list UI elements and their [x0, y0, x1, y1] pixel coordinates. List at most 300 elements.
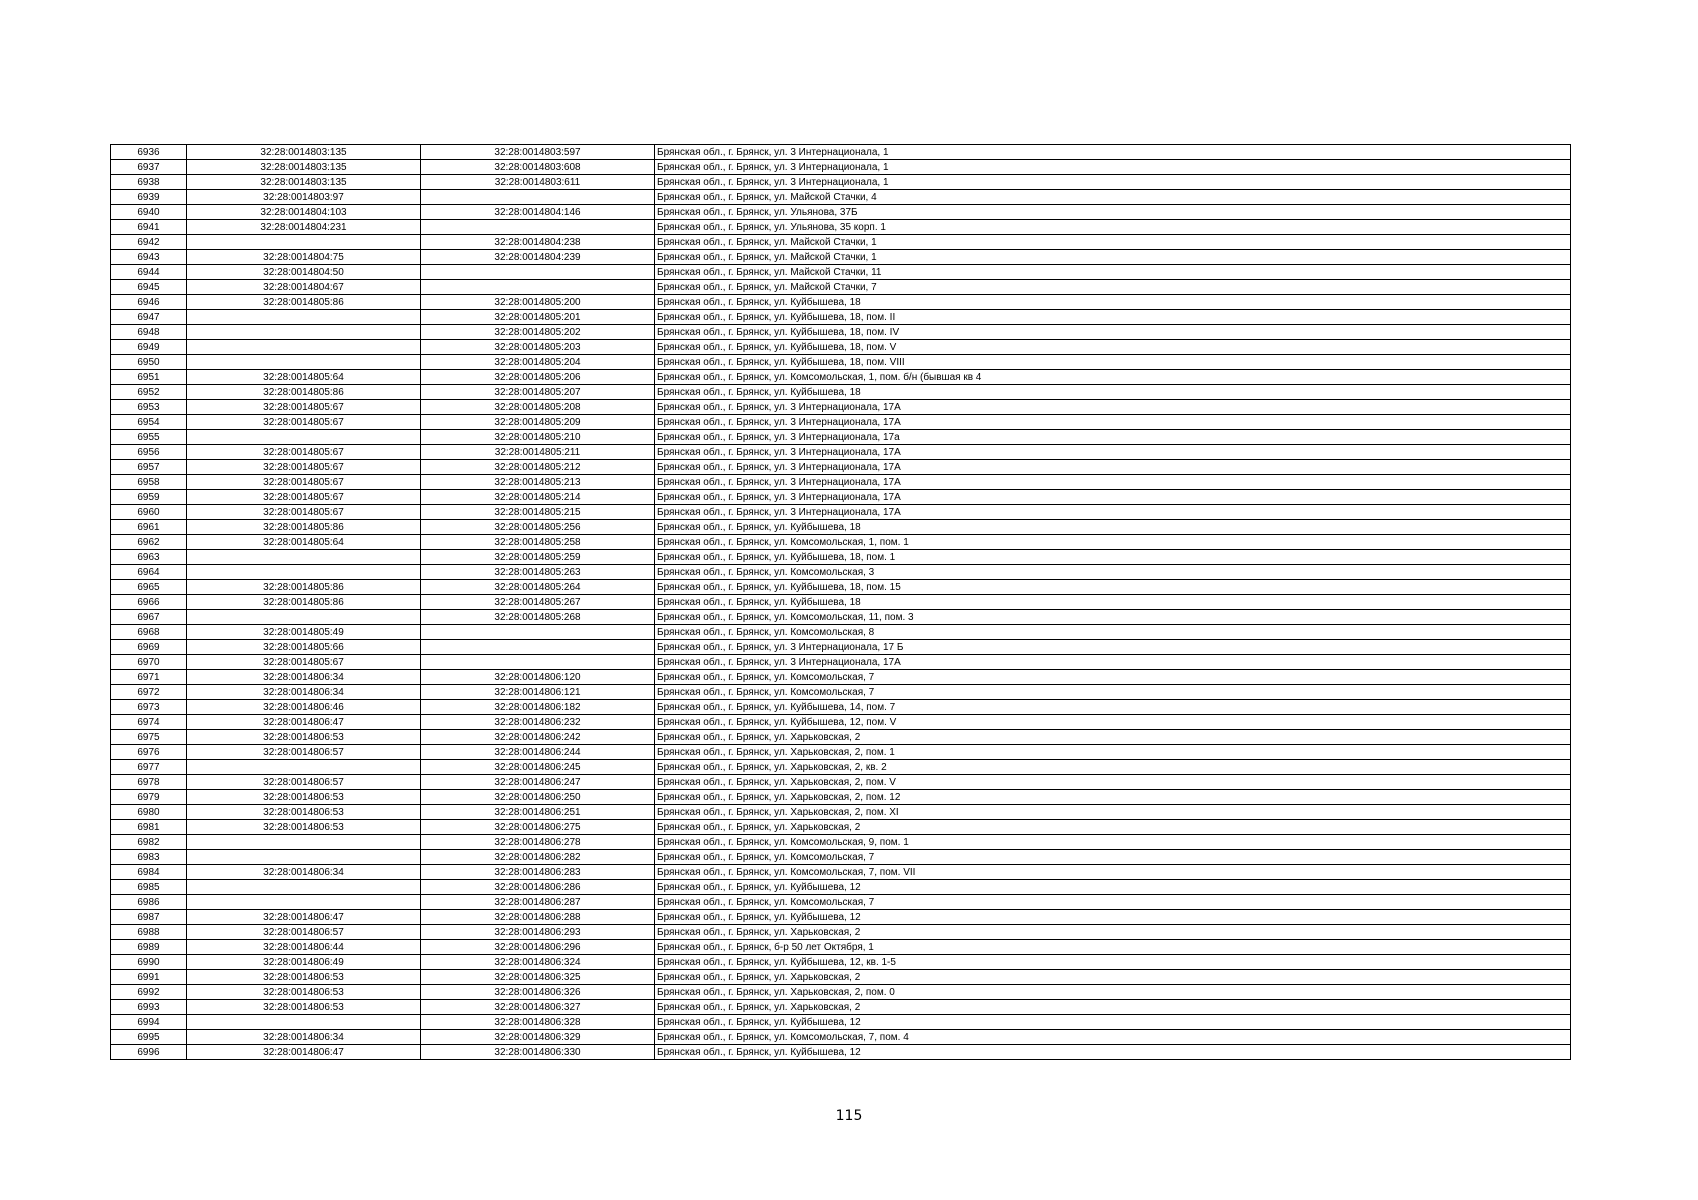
row-number-cell: 6978	[111, 775, 187, 790]
address-cell: Брянская обл., г. Брянск, ул. 3 Интернационала, 17А	[655, 400, 1571, 415]
row-number-cell: 6965	[111, 580, 187, 595]
object-cadastral-number-cell: 32:28:0014805:215	[421, 505, 655, 520]
address-cell: Брянская обл., г. Брянск, ул. Куйбышева, 18, пом. 15	[655, 580, 1571, 595]
row-number-cell: 6953	[111, 400, 187, 415]
object-cadastral-number-cell: 32:28:0014805:263	[421, 565, 655, 580]
row-number-cell: 6942	[111, 235, 187, 250]
address-cell: Брянская обл., г. Брянск, ул. Комсомольская, 7	[655, 895, 1571, 910]
object-cadastral-number-cell: 32:28:0014805:259	[421, 550, 655, 565]
address-cell: Брянская обл., г. Брянск, ул. Комсомольская, 3	[655, 565, 1571, 580]
object-cadastral-number-cell: 32:28:0014806:282	[421, 850, 655, 865]
parcel-cadastral-number-cell: 32:28:0014806:34	[187, 865, 421, 880]
table-row	[111, 490, 1571, 505]
parcel-cadastral-number-cell: 32:28:0014805:67	[187, 490, 421, 505]
object-cadastral-number-cell: 32:28:0014805:210	[421, 430, 655, 445]
object-cadastral-number-cell: 32:28:0014806:120	[421, 670, 655, 685]
row-number-cell: 6950	[111, 355, 187, 370]
address-cell: Брянская обл., г. Брянск, ул. 3 Интернационала, 1	[655, 145, 1571, 160]
row-number-cell: 6964	[111, 565, 187, 580]
table-row	[111, 340, 1571, 355]
row-number-cell: 6983	[111, 850, 187, 865]
row-number-cell: 6993	[111, 1000, 187, 1015]
row-number-cell: 6954	[111, 415, 187, 430]
object-cadastral-number-cell: 32:28:0014806:251	[421, 805, 655, 820]
row-number-cell: 6959	[111, 490, 187, 505]
table-row	[111, 610, 1571, 625]
row-number-cell: 6969	[111, 640, 187, 655]
address-cell: Брянская обл., г. Брянск, ул. 3 Интернационала, 17а	[655, 430, 1571, 445]
parcel-cadastral-number-cell: 32:28:0014805:67	[187, 475, 421, 490]
table-row	[111, 640, 1571, 655]
parcel-cadastral-number-cell	[187, 310, 421, 325]
object-cadastral-number-cell: 32:28:0014803:611	[421, 175, 655, 190]
table-row	[111, 745, 1571, 760]
table-row	[111, 550, 1571, 565]
row-number-cell: 6970	[111, 655, 187, 670]
address-cell: Брянская обл., г. Брянск, ул. Комсомольская, 7, пом. VII	[655, 865, 1571, 880]
parcel-cadastral-number-cell: 32:28:0014803:135	[187, 145, 421, 160]
address-cell: Брянская обл., г. Брянск, ул. Комсомольская, 7	[655, 685, 1571, 700]
row-number-cell: 6952	[111, 385, 187, 400]
row-number-cell: 6973	[111, 700, 187, 715]
table-row	[111, 520, 1571, 535]
object-cadastral-number-cell: 32:28:0014806:288	[421, 910, 655, 925]
table-row	[111, 790, 1571, 805]
table-row	[111, 985, 1571, 1000]
table-row	[111, 325, 1571, 340]
parcel-cadastral-number-cell: 32:28:0014805:66	[187, 640, 421, 655]
row-number-cell: 6971	[111, 670, 187, 685]
address-cell: Брянская обл., г. Брянск, ул. Майской Стачки, 4	[655, 190, 1571, 205]
parcel-cadastral-number-cell: 32:28:0014806:49	[187, 955, 421, 970]
row-number-cell: 6945	[111, 280, 187, 295]
row-number-cell: 6989	[111, 940, 187, 955]
object-cadastral-number-cell: 32:28:0014806:278	[421, 835, 655, 850]
parcel-cadastral-number-cell: 32:28:0014806:44	[187, 940, 421, 955]
table-row	[111, 760, 1571, 775]
address-cell: Брянская обл., г. Брянск, ул. 3 Интернационала, 17А	[655, 655, 1571, 670]
object-cadastral-number-cell: 32:28:0014804:239	[421, 250, 655, 265]
parcel-cadastral-number-cell: 32:28:0014805:67	[187, 505, 421, 520]
row-number-cell: 6949	[111, 340, 187, 355]
address-cell: Брянская обл., г. Брянск, ул. Ульянова, 37Б	[655, 205, 1571, 220]
object-cadastral-number-cell: 32:28:0014806:329	[421, 1030, 655, 1045]
object-cadastral-number-cell: 32:28:0014805:214	[421, 490, 655, 505]
object-cadastral-number-cell: 32:28:0014806:287	[421, 895, 655, 910]
object-cadastral-number-cell: 32:28:0014806:247	[421, 775, 655, 790]
parcel-cadastral-number-cell	[187, 760, 421, 775]
object-cadastral-number-cell: 32:28:0014805:200	[421, 295, 655, 310]
table-row	[111, 805, 1571, 820]
row-number-cell: 6979	[111, 790, 187, 805]
parcel-cadastral-number-cell: 32:28:0014805:67	[187, 400, 421, 415]
address-cell: Брянская обл., г. Брянск, ул. 3 Интернационала, 17А	[655, 505, 1571, 520]
object-cadastral-number-cell: 32:28:0014806:328	[421, 1015, 655, 1030]
parcel-cadastral-number-cell	[187, 850, 421, 865]
row-number-cell: 6985	[111, 880, 187, 895]
address-cell: Брянская обл., г. Брянск, ул. Харьковская, 2	[655, 730, 1571, 745]
table-row	[111, 625, 1571, 640]
parcel-cadastral-number-cell: 32:28:0014804:103	[187, 205, 421, 220]
table-row	[111, 295, 1571, 310]
row-number-cell: 6941	[111, 220, 187, 235]
object-cadastral-number-cell: 32:28:0014806:327	[421, 1000, 655, 1015]
address-cell: Брянская обл., г. Брянск, ул. Харьковская, 2	[655, 820, 1571, 835]
row-number-cell: 6951	[111, 370, 187, 385]
address-cell: Брянская обл., г. Брянск, ул. Харьковская, 2, пом. 0	[655, 985, 1571, 1000]
table-row	[111, 310, 1571, 325]
table-row	[111, 250, 1571, 265]
row-number-cell: 6981	[111, 820, 187, 835]
table-row	[111, 430, 1571, 445]
parcel-cadastral-number-cell: 32:28:0014805:86	[187, 295, 421, 310]
object-cadastral-number-cell: 32:28:0014806:293	[421, 925, 655, 940]
object-cadastral-number-cell: 32:28:0014806:283	[421, 865, 655, 880]
parcel-cadastral-number-cell	[187, 430, 421, 445]
table-row	[111, 835, 1571, 850]
parcel-cadastral-number-cell: 32:28:0014805:64	[187, 535, 421, 550]
object-cadastral-number-cell: 32:28:0014805:207	[421, 385, 655, 400]
table-row	[111, 595, 1571, 610]
table-row	[111, 1030, 1571, 1045]
parcel-cadastral-number-cell	[187, 550, 421, 565]
parcel-cadastral-number-cell: 32:28:0014805:67	[187, 655, 421, 670]
table-row	[111, 685, 1571, 700]
parcel-cadastral-number-cell: 32:28:0014806:53	[187, 1000, 421, 1015]
address-cell: Брянская обл., г. Брянск, ул. Майской Стачки, 11	[655, 265, 1571, 280]
table-row	[111, 880, 1571, 895]
parcel-cadastral-number-cell	[187, 1015, 421, 1030]
address-cell: Брянская обл., г. Брянск, б-р 50 лет Октября, 1	[655, 940, 1571, 955]
address-cell: Брянская обл., г. Брянск, ул. Куйбышева, 12, кв. 1-5	[655, 955, 1571, 970]
table-row	[111, 730, 1571, 745]
parcel-cadastral-number-cell	[187, 235, 421, 250]
table-row	[111, 940, 1571, 955]
parcel-cadastral-number-cell: 32:28:0014805:86	[187, 580, 421, 595]
parcel-cadastral-number-cell: 32:28:0014806:34	[187, 685, 421, 700]
object-cadastral-number-cell: 32:28:0014806:244	[421, 745, 655, 760]
table-row	[111, 670, 1571, 685]
row-number-cell: 6936	[111, 145, 187, 160]
row-number-cell: 6938	[111, 175, 187, 190]
object-cadastral-number-cell: 32:28:0014805:256	[421, 520, 655, 535]
address-cell: Брянская обл., г. Брянск, ул. Куйбышева, 18	[655, 520, 1571, 535]
parcel-cadastral-number-cell: 32:28:0014804:75	[187, 250, 421, 265]
cadastral-table-body	[111, 145, 1571, 1060]
parcel-cadastral-number-cell: 32:28:0014806:57	[187, 925, 421, 940]
object-cadastral-number-cell: 32:28:0014806:182	[421, 700, 655, 715]
parcel-cadastral-number-cell	[187, 880, 421, 895]
object-cadastral-number-cell: 32:28:0014806:296	[421, 940, 655, 955]
address-cell: Брянская обл., г. Брянск, ул. Майской Стачки, 7	[655, 280, 1571, 295]
object-cadastral-number-cell: 32:28:0014806:242	[421, 730, 655, 745]
address-cell: Брянская обл., г. Брянск, ул. Куйбышева, 18	[655, 595, 1571, 610]
row-number-cell: 6957	[111, 460, 187, 475]
parcel-cadastral-number-cell: 32:28:0014806:53	[187, 820, 421, 835]
parcel-cadastral-number-cell: 32:28:0014806:47	[187, 910, 421, 925]
row-number-cell: 6960	[111, 505, 187, 520]
table-row	[111, 955, 1571, 970]
address-cell: Брянская обл., г. Брянск, ул. Комсомольская, 7	[655, 670, 1571, 685]
row-number-cell: 6939	[111, 190, 187, 205]
address-cell: Брянская обл., г. Брянск, ул. Харьковская, 2, пом. 1	[655, 745, 1571, 760]
object-cadastral-number-cell: 32:28:0014806:324	[421, 955, 655, 970]
table-row	[111, 280, 1571, 295]
address-cell: Брянская обл., г. Брянск, ул. Харьковская, 2, пом. 12	[655, 790, 1571, 805]
object-cadastral-number-cell: 32:28:0014806:245	[421, 760, 655, 775]
row-number-cell: 6974	[111, 715, 187, 730]
address-cell: Брянская обл., г. Брянск, ул. Харьковская, 2	[655, 925, 1571, 940]
row-number-cell: 6944	[111, 265, 187, 280]
address-cell: Брянская обл., г. Брянск, ул. Комсомольская, 9, пом. 1	[655, 835, 1571, 850]
object-cadastral-number-cell: 32:28:0014806:121	[421, 685, 655, 700]
row-number-cell: 6984	[111, 865, 187, 880]
address-cell: Брянская обл., г. Брянск, ул. Куйбышева, 12	[655, 880, 1571, 895]
address-cell: Брянская обл., г. Брянск, ул. Куйбышева, 12	[655, 1015, 1571, 1030]
object-cadastral-number-cell: 32:28:0014805:212	[421, 460, 655, 475]
table-row	[111, 1045, 1571, 1060]
object-cadastral-number-cell	[421, 220, 655, 235]
address-cell: Брянская обл., г. Брянск, ул. Комсомольская, 8	[655, 625, 1571, 640]
object-cadastral-number-cell: 32:28:0014805:258	[421, 535, 655, 550]
object-cadastral-number-cell: 32:28:0014803:608	[421, 160, 655, 175]
parcel-cadastral-number-cell: 32:28:0014805:49	[187, 625, 421, 640]
table-row	[111, 1015, 1571, 1030]
parcel-cadastral-number-cell: 32:28:0014806:53	[187, 985, 421, 1000]
parcel-cadastral-number-cell: 32:28:0014806:47	[187, 1045, 421, 1060]
table-row	[111, 355, 1571, 370]
address-cell: Брянская обл., г. Брянск, ул. Харьковская, 2	[655, 970, 1571, 985]
object-cadastral-number-cell: 32:28:0014806:286	[421, 880, 655, 895]
object-cadastral-number-cell	[421, 640, 655, 655]
parcel-cadastral-number-cell: 32:28:0014806:34	[187, 670, 421, 685]
row-number-cell: 6958	[111, 475, 187, 490]
row-number-cell: 6990	[111, 955, 187, 970]
row-number-cell: 6946	[111, 295, 187, 310]
address-cell: Брянская обл., г. Брянск, ул. 3 Интернационала, 17А	[655, 475, 1571, 490]
address-cell: Брянская обл., г. Брянск, ул. 3 Интернационала, 17А	[655, 460, 1571, 475]
address-cell: Брянская обл., г. Брянск, ул. Куйбышева, 18, пом. II	[655, 310, 1571, 325]
address-cell: Брянская обл., г. Брянск, ул. Куйбышева, 18, пом. IV	[655, 325, 1571, 340]
row-number-cell: 6977	[111, 760, 187, 775]
parcel-cadastral-number-cell	[187, 340, 421, 355]
table-row	[111, 850, 1571, 865]
row-number-cell: 6961	[111, 520, 187, 535]
row-number-cell: 6966	[111, 595, 187, 610]
table-row	[111, 445, 1571, 460]
address-cell: Брянская обл., г. Брянск, ул. Куйбышева, 12, пом. V	[655, 715, 1571, 730]
table-row	[111, 910, 1571, 925]
table-row	[111, 580, 1571, 595]
row-number-cell: 6987	[111, 910, 187, 925]
parcel-cadastral-number-cell: 32:28:0014804:67	[187, 280, 421, 295]
table-row	[111, 535, 1571, 550]
row-number-cell: 6972	[111, 685, 187, 700]
address-cell: Брянская обл., г. Брянск, ул. Куйбышева, 14, пом. 7	[655, 700, 1571, 715]
parcel-cadastral-number-cell: 32:28:0014805:86	[187, 520, 421, 535]
row-number-cell: 6975	[111, 730, 187, 745]
table-row	[111, 205, 1571, 220]
parcel-cadastral-number-cell	[187, 355, 421, 370]
object-cadastral-number-cell: 32:28:0014804:146	[421, 205, 655, 220]
parcel-cadastral-number-cell: 32:28:0014803:97	[187, 190, 421, 205]
row-number-cell: 6980	[111, 805, 187, 820]
row-number-cell: 6995	[111, 1030, 187, 1045]
parcel-cadastral-number-cell: 32:28:0014803:135	[187, 175, 421, 190]
address-cell: Брянская обл., г. Брянск, ул. Ульянова, 35 корп. 1	[655, 220, 1571, 235]
object-cadastral-number-cell: 32:28:0014805:208	[421, 400, 655, 415]
table-row	[111, 865, 1571, 880]
parcel-cadastral-number-cell: 32:28:0014804:50	[187, 265, 421, 280]
address-cell: Брянская обл., г. Брянск, ул. 3 Интернационала, 17А	[655, 445, 1571, 460]
address-cell: Брянская обл., г. Брянск, ул. Харьковская, 2, кв. 2	[655, 760, 1571, 775]
object-cadastral-number-cell: 32:28:0014805:264	[421, 580, 655, 595]
table-row	[111, 400, 1571, 415]
row-number-cell: 6994	[111, 1015, 187, 1030]
table-row	[111, 1000, 1571, 1015]
cadastral-table	[110, 144, 1571, 1060]
table-row	[111, 145, 1571, 160]
address-cell: Брянская обл., г. Брянск, ул. Комсомольская, 1, пом. б/н (бывшая кв 4	[655, 370, 1571, 385]
address-cell: Брянская обл., г. Брянск, ул. Харьковская, 2, пом. V	[655, 775, 1571, 790]
address-cell: Брянская обл., г. Брянск, ул. Комсомольская, 1, пом. 1	[655, 535, 1571, 550]
address-cell: Брянская обл., г. Брянск, ул. Куйбышева, 12	[655, 910, 1571, 925]
parcel-cadastral-number-cell: 32:28:0014806:57	[187, 745, 421, 760]
table-row	[111, 370, 1571, 385]
parcel-cadastral-number-cell	[187, 895, 421, 910]
object-cadastral-number-cell: 32:28:0014805:206	[421, 370, 655, 385]
row-number-cell: 6991	[111, 970, 187, 985]
object-cadastral-number-cell: 32:28:0014806:250	[421, 790, 655, 805]
table-row	[111, 925, 1571, 940]
table-row	[111, 715, 1571, 730]
row-number-cell: 6996	[111, 1045, 187, 1060]
row-number-cell: 6982	[111, 835, 187, 850]
row-number-cell: 6943	[111, 250, 187, 265]
table-row	[111, 655, 1571, 670]
object-cadastral-number-cell: 32:28:0014805:202	[421, 325, 655, 340]
table-row	[111, 820, 1571, 835]
address-cell: Брянская обл., г. Брянск, ул. Куйбышева, 18, пом. VIII	[655, 355, 1571, 370]
object-cadastral-number-cell: 32:28:0014805:213	[421, 475, 655, 490]
parcel-cadastral-number-cell	[187, 325, 421, 340]
address-cell: Брянская обл., г. Брянск, ул. Куйбышева, 18	[655, 295, 1571, 310]
row-number-cell: 6992	[111, 985, 187, 1000]
table-row	[111, 895, 1571, 910]
object-cadastral-number-cell: 32:28:0014805:201	[421, 310, 655, 325]
address-cell: Брянская обл., г. Брянск, ул. 3 Интернационала, 17А	[655, 415, 1571, 430]
table-row	[111, 385, 1571, 400]
address-cell: Брянская обл., г. Брянск, ул. 3 Интернационала, 17 Б	[655, 640, 1571, 655]
parcel-cadastral-number-cell: 32:28:0014804:231	[187, 220, 421, 235]
row-number-cell: 6937	[111, 160, 187, 175]
address-cell: Брянская обл., г. Брянск, ул. Куйбышева, 18, пом. 1	[655, 550, 1571, 565]
row-number-cell: 6962	[111, 535, 187, 550]
object-cadastral-number-cell: 32:28:0014806:275	[421, 820, 655, 835]
object-cadastral-number-cell	[421, 190, 655, 205]
object-cadastral-number-cell: 32:28:0014805:268	[421, 610, 655, 625]
object-cadastral-number-cell: 32:28:0014804:238	[421, 235, 655, 250]
table-row	[111, 175, 1571, 190]
parcel-cadastral-number-cell: 32:28:0014806:46	[187, 700, 421, 715]
object-cadastral-number-cell: 32:28:0014806:325	[421, 970, 655, 985]
object-cadastral-number-cell: 32:28:0014805:204	[421, 355, 655, 370]
address-cell: Брянская обл., г. Брянск, ул. Куйбышева, 18	[655, 385, 1571, 400]
table-row	[111, 415, 1571, 430]
row-number-cell: 6955	[111, 430, 187, 445]
table-row	[111, 700, 1571, 715]
object-cadastral-number-cell: 32:28:0014806:326	[421, 985, 655, 1000]
object-cadastral-number-cell	[421, 625, 655, 640]
parcel-cadastral-number-cell: 32:28:0014805:67	[187, 445, 421, 460]
object-cadastral-number-cell: 32:28:0014806:330	[421, 1045, 655, 1060]
parcel-cadastral-number-cell: 32:28:0014805:86	[187, 385, 421, 400]
row-number-cell: 6956	[111, 445, 187, 460]
row-number-cell: 6947	[111, 310, 187, 325]
row-number-cell: 6968	[111, 625, 187, 640]
row-number-cell: 6988	[111, 925, 187, 940]
row-number-cell: 6940	[111, 205, 187, 220]
object-cadastral-number-cell: 32:28:0014805:203	[421, 340, 655, 355]
parcel-cadastral-number-cell	[187, 610, 421, 625]
object-cadastral-number-cell: 32:28:0014803:597	[421, 145, 655, 160]
address-cell: Брянская обл., г. Брянск, ул. Харьковская, 2, пом. XI	[655, 805, 1571, 820]
parcel-cadastral-number-cell: 32:28:0014803:135	[187, 160, 421, 175]
address-cell: Брянская обл., г. Брянск, ул. 3 Интернационала, 1	[655, 160, 1571, 175]
table-row	[111, 190, 1571, 205]
object-cadastral-number-cell: 32:28:0014806:232	[421, 715, 655, 730]
parcel-cadastral-number-cell: 32:28:0014805:86	[187, 595, 421, 610]
table-row	[111, 775, 1571, 790]
table-row	[111, 475, 1571, 490]
object-cadastral-number-cell: 32:28:0014805:209	[421, 415, 655, 430]
address-cell: Брянская обл., г. Брянск, ул. Комсомольская, 7	[655, 850, 1571, 865]
row-number-cell: 6948	[111, 325, 187, 340]
row-number-cell: 6967	[111, 610, 187, 625]
parcel-cadastral-number-cell: 32:28:0014806:53	[187, 730, 421, 745]
table-row	[111, 565, 1571, 580]
object-cadastral-number-cell: 32:28:0014805:267	[421, 595, 655, 610]
parcel-cadastral-number-cell: 32:28:0014806:53	[187, 790, 421, 805]
parcel-cadastral-number-cell: 32:28:0014806:53	[187, 970, 421, 985]
object-cadastral-number-cell	[421, 265, 655, 280]
address-cell: Брянская обл., г. Брянск, ул. Комсомольская, 11, пом. 3	[655, 610, 1571, 625]
row-number-cell: 6986	[111, 895, 187, 910]
parcel-cadastral-number-cell: 32:28:0014805:67	[187, 460, 421, 475]
parcel-cadastral-number-cell: 32:28:0014806:34	[187, 1030, 421, 1045]
object-cadastral-number-cell	[421, 280, 655, 295]
row-number-cell: 6976	[111, 745, 187, 760]
page-number: 115	[835, 1108, 863, 1124]
address-cell: Брянская обл., г. Брянск, ул. 3 Интернационала, 1	[655, 175, 1571, 190]
table-row	[111, 160, 1571, 175]
object-cadastral-number-cell: 32:28:0014805:211	[421, 445, 655, 460]
parcel-cadastral-number-cell: 32:28:0014806:57	[187, 775, 421, 790]
table-row	[111, 505, 1571, 520]
address-cell: Брянская обл., г. Брянск, ул. Куйбышева, 12	[655, 1045, 1571, 1060]
row-number-cell: 6963	[111, 550, 187, 565]
parcel-cadastral-number-cell	[187, 835, 421, 850]
parcel-cadastral-number-cell: 32:28:0014805:64	[187, 370, 421, 385]
address-cell: Брянская обл., г. Брянск, ул. 3 Интернационала, 17А	[655, 490, 1571, 505]
address-cell: Брянская обл., г. Брянск, ул. Майской Стачки, 1	[655, 250, 1571, 265]
table-row	[111, 265, 1571, 280]
parcel-cadastral-number-cell: 32:28:0014806:53	[187, 805, 421, 820]
table-row	[111, 970, 1571, 985]
table-row	[111, 460, 1571, 475]
table-row	[111, 220, 1571, 235]
address-cell: Брянская обл., г. Брянск, ул. Куйбышева, 18, пом. V	[655, 340, 1571, 355]
